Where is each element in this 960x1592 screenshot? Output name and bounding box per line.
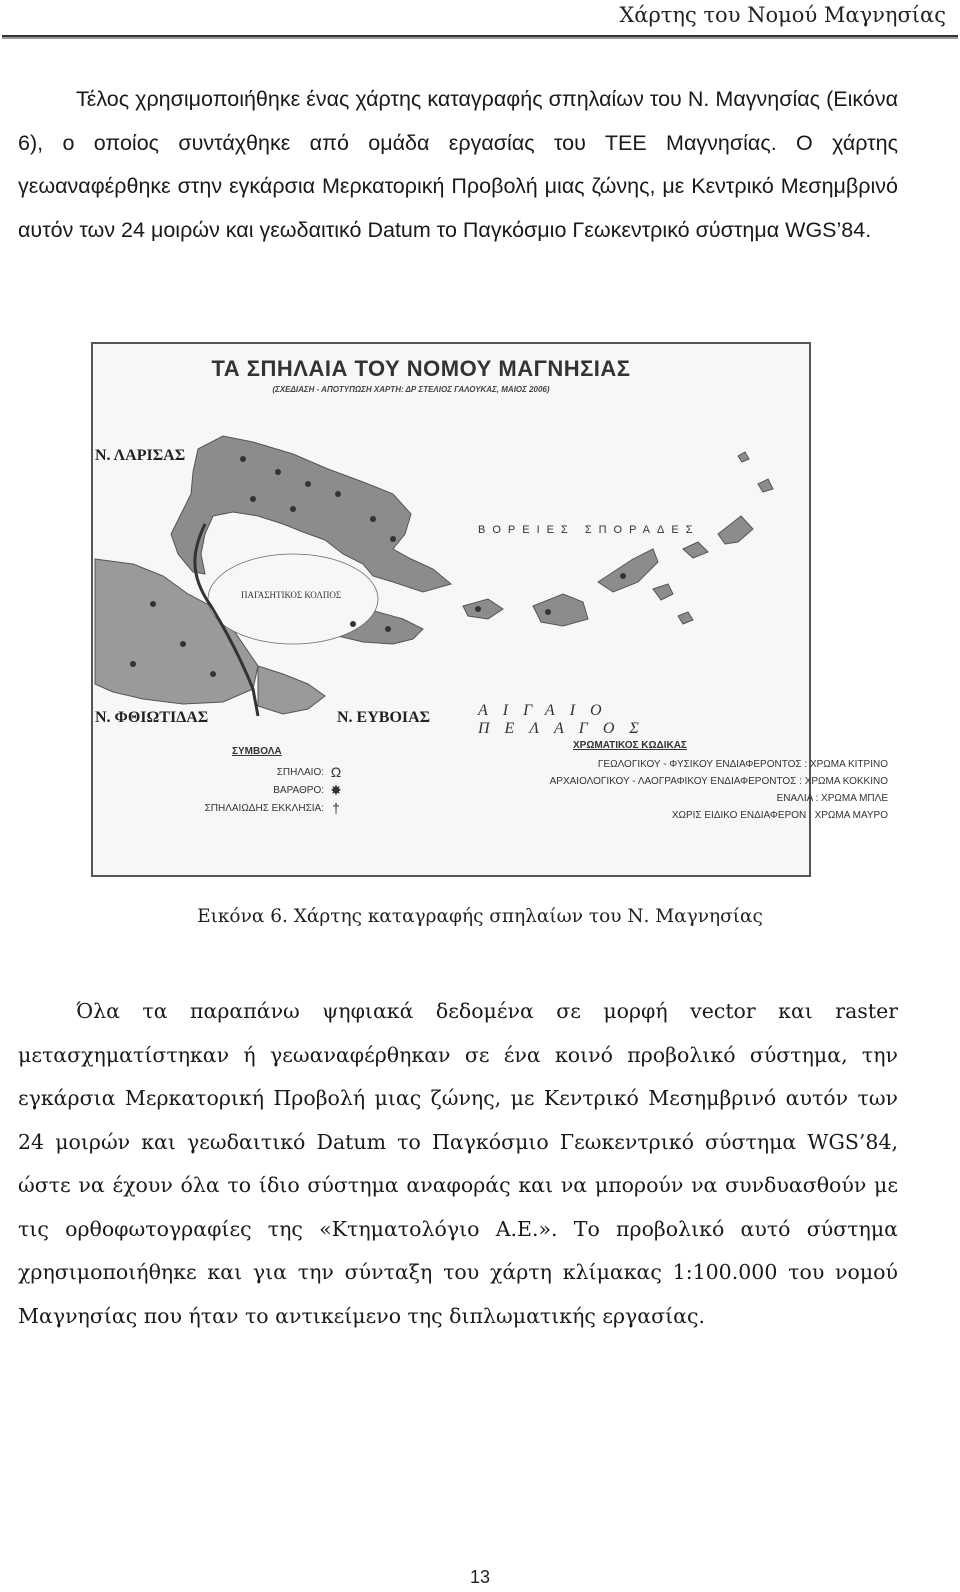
label-larisa: Ν. ΛΑΡΙΣΑΣ <box>95 447 186 464</box>
legend-colors-heading: ΧΡΩΜΑΤΙΚΟΣ ΚΩΔΙΚΑΣ <box>573 740 687 751</box>
page-number: 13 <box>469 1567 491 1587</box>
church-cross-icon: † <box>332 800 340 816</box>
running-header: Χάρτης του Νομού Μαγνησίας <box>619 3 946 27</box>
legend-label-cave: ΣΠΗΛΑΙΟ: <box>276 766 324 778</box>
header-rule <box>2 35 958 37</box>
label-evoia: Ν. ΕΥΒΟΙΑΣ <box>337 709 431 726</box>
figure-caption: Εικόνα 6. Χάρτης καταγραφής σπηλαίων του Ν. Μαγνησίας <box>197 906 763 927</box>
legend-row-church <box>188 799 348 817</box>
paragraph-2-text: Όλα τα παραπάνω ψηφιακά δεδομένα σε μορφή vector και raster μετασχηματίστηκαν ή γεωαναφέρθηκαν σε ένα κοινό προβολικό σύστημα, την εγκάρσια Μερκατορική Προβολή μιας ζώνης, με Κεντρικό Μεσημβρινό αυτόν των 24 μοιρών και γεωδαιτικό Datum το Παγκόσμιο Γεωκεντρικό σύστημα WGS’84, ώστε να έχουν όλα το ίδιο σύστημα αναφοράς και να μπορούν να συνδυασθούν με τις ορθοφωτογραφίες της «Κτηματολόγιο Α.Ε.». Το προβολικό αυτό σύστημα χρησιμοποιήθηκε και για την σύνταξη του χάρτη κλίμακας 1:100.000 του νομού Μαγνησίας που ήταν το αντικείμενο της διπλωματικής εργασίας. <box>18 999 898 1328</box>
label-sporades: ΒΟΡΕΙΕΣ ΣΠΟΡΑΔΕΣ <box>478 524 700 536</box>
paragraph-1-text: Τέλος χρησιμοποιήθηκε ένας χάρτης καταγραφής σπηλαίων του Ν. Μαγνησίας (Εικόνα 6), ο οποίος συντάχθηκε από ομάδα εργασίας του ΤΕΕ Μαγνησίας. Ο χάρτης γεωαναφέρθηκε στην εγκάρσια Μερκατορική Προβολή μιας ζώνης, με Κεντρικό Μεσημβρινό αυτόν των 24 μοιρών και γεωδαιτικό Datum το Παγκόσμιο Γεωκεντρικό σύστημα WGS’84. <box>18 87 898 242</box>
label-fthiotida: Ν. ΦΘΙΩΤΙΔΑΣ <box>95 709 209 726</box>
paragraph-1 <box>18 78 898 252</box>
paragraph-2 <box>18 990 898 1338</box>
legend-label-pothole: ΒΑΡΑΘΡΟ: <box>273 784 324 796</box>
legend-row-cave <box>188 763 348 781</box>
legend-row-pothole <box>188 781 348 799</box>
legend-symbols <box>188 746 348 817</box>
legend-color-row: ΕΝΑΛΙΑ : ΧΡΩΜΑ ΜΠΛΕ <box>776 793 888 804</box>
label-aegean: ΑΙΓΑΙΟ ΠΕΛΑΓΟΣ <box>478 702 654 737</box>
legend-symbols-heading: ΣΥΜΒΟΛΑ <box>232 746 282 757</box>
legend-color-row: ΑΡΧΑΙΟΛΟΓΙΚΟΥ - ΛΑΟΓΡΑΦΙΚΟΥ ΕΝΔΙΑΦΕΡΟΝΤΟΣ : ΧΡΩΜΑ ΚΟΚΚΙΝΟ <box>549 776 888 787</box>
legend-color-row: ΓΕΩΛΟΓΙΚΟΥ - ΦΥΣΙΚΟΥ ΕΝΔΙΑΦΕΡΟΝΤΟΣ : ΧΡΩΜΑ ΚΙΤΡΙΝΟ <box>597 759 888 770</box>
pothole-star-icon: ✸ <box>330 781 342 798</box>
cave-arch-icon: Ω <box>330 764 342 780</box>
label-gulf: ΠΑΓΑΣΗΤΙΚΟΣ ΚΟΛΠΟΣ <box>241 590 342 600</box>
legend-colors <box>478 740 888 827</box>
legend-label-church: ΣΠΗΛΑΙΩΔΗΣ ΕΚΚΛΗΣΙΑ: <box>204 802 324 814</box>
map-title: ΤΑ ΣΠΗΛΑΙΑ ΤΟΥ ΝΟΜΟΥ ΜΑΓΝΗΣΙΑΣ <box>211 356 631 381</box>
map-subtitle: (ΣΧΕΔΙΑΣΗ - ΑΠΟΤΥΠΩΣΗ ΧΑΡΤΗ: ΔΡ ΣΤΕΛΙΟΣ ΓΑΛΟΥΚΑΣ, ΜΑΙΟΣ 2006) <box>272 385 550 394</box>
legend-color-row: ΧΩΡΙΣ ΕΙΔΙΚΟ ΕΝΔΙΑΦΕΡΟΝ : ΧΡΩΜΑ ΜΑΥΡΟ <box>671 810 888 821</box>
cave-map-figure <box>91 342 888 877</box>
